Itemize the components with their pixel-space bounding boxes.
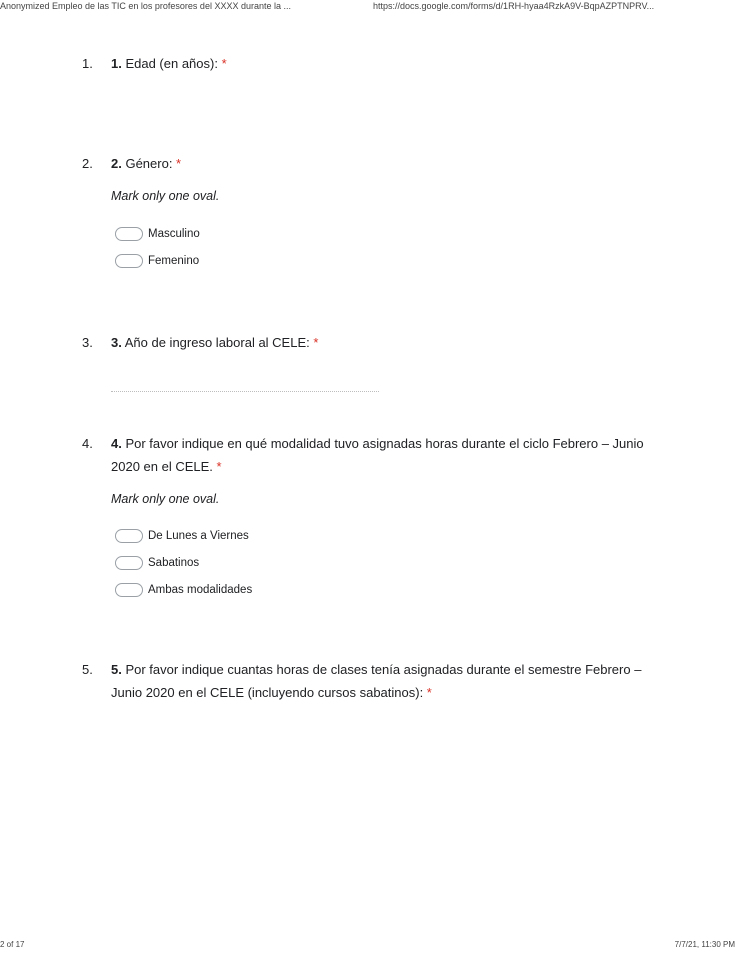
question-number: 3. [82, 335, 93, 350]
option-label: Femenino [148, 255, 200, 267]
page-counter: 2 of 17 [0, 940, 25, 949]
required-mark: * [313, 335, 319, 350]
question-number: 2. [82, 156, 93, 171]
radio-oval[interactable] [115, 556, 143, 570]
page-header-title: Anonymized Empleo de las TIC en los profesores del XXXX durante la ... [0, 1, 291, 11]
print-timestamp: 7/7/21, 11:30 PM [674, 940, 735, 949]
required-mark: * [216, 459, 222, 474]
question-text: 2. Género: * [111, 156, 182, 171]
question-text: 5. Por favor indique cuantas horas de clases tenía asignadas durante el semestre Febrero – Junio 2020 en el CELE (incluyendo cursos sabatinos): * [111, 662, 642, 700]
option-label: Masculino [148, 228, 200, 240]
question-text: 1. Edad (en años): * [111, 56, 227, 71]
question-number: 1. [82, 56, 93, 71]
question-number: 4. [82, 436, 93, 451]
option-label: De Lunes a Viernes [148, 530, 249, 542]
question-text: 3. Año de ingreso laboral al CELE: * [111, 335, 319, 350]
option-label: Ambas modalidades [148, 584, 253, 596]
short-answer-line[interactable] [111, 391, 379, 392]
question-number: 5. [82, 662, 93, 677]
option-label: Sabatinos [148, 557, 200, 569]
required-mark: * [176, 156, 182, 171]
instruction-text: Mark only one oval. [111, 189, 220, 203]
radio-oval[interactable] [115, 583, 143, 597]
required-mark: * [426, 685, 432, 700]
question-text: 4. Por favor indique en qué modalidad tuvo asignadas horas durante el ciclo Febrero – Junio 2020 en el CELE. * [111, 436, 644, 474]
required-mark: * [221, 56, 227, 71]
instruction-text: Mark only one oval. [111, 492, 220, 506]
radio-oval[interactable] [115, 254, 143, 268]
radio-oval[interactable] [115, 529, 143, 543]
page-header-url[interactable]: https://docs.google.com/forms/d/1RH-hyaa4RzkA9V-BqpAZPTNPRV... [373, 1, 655, 11]
radio-oval[interactable] [115, 227, 143, 241]
